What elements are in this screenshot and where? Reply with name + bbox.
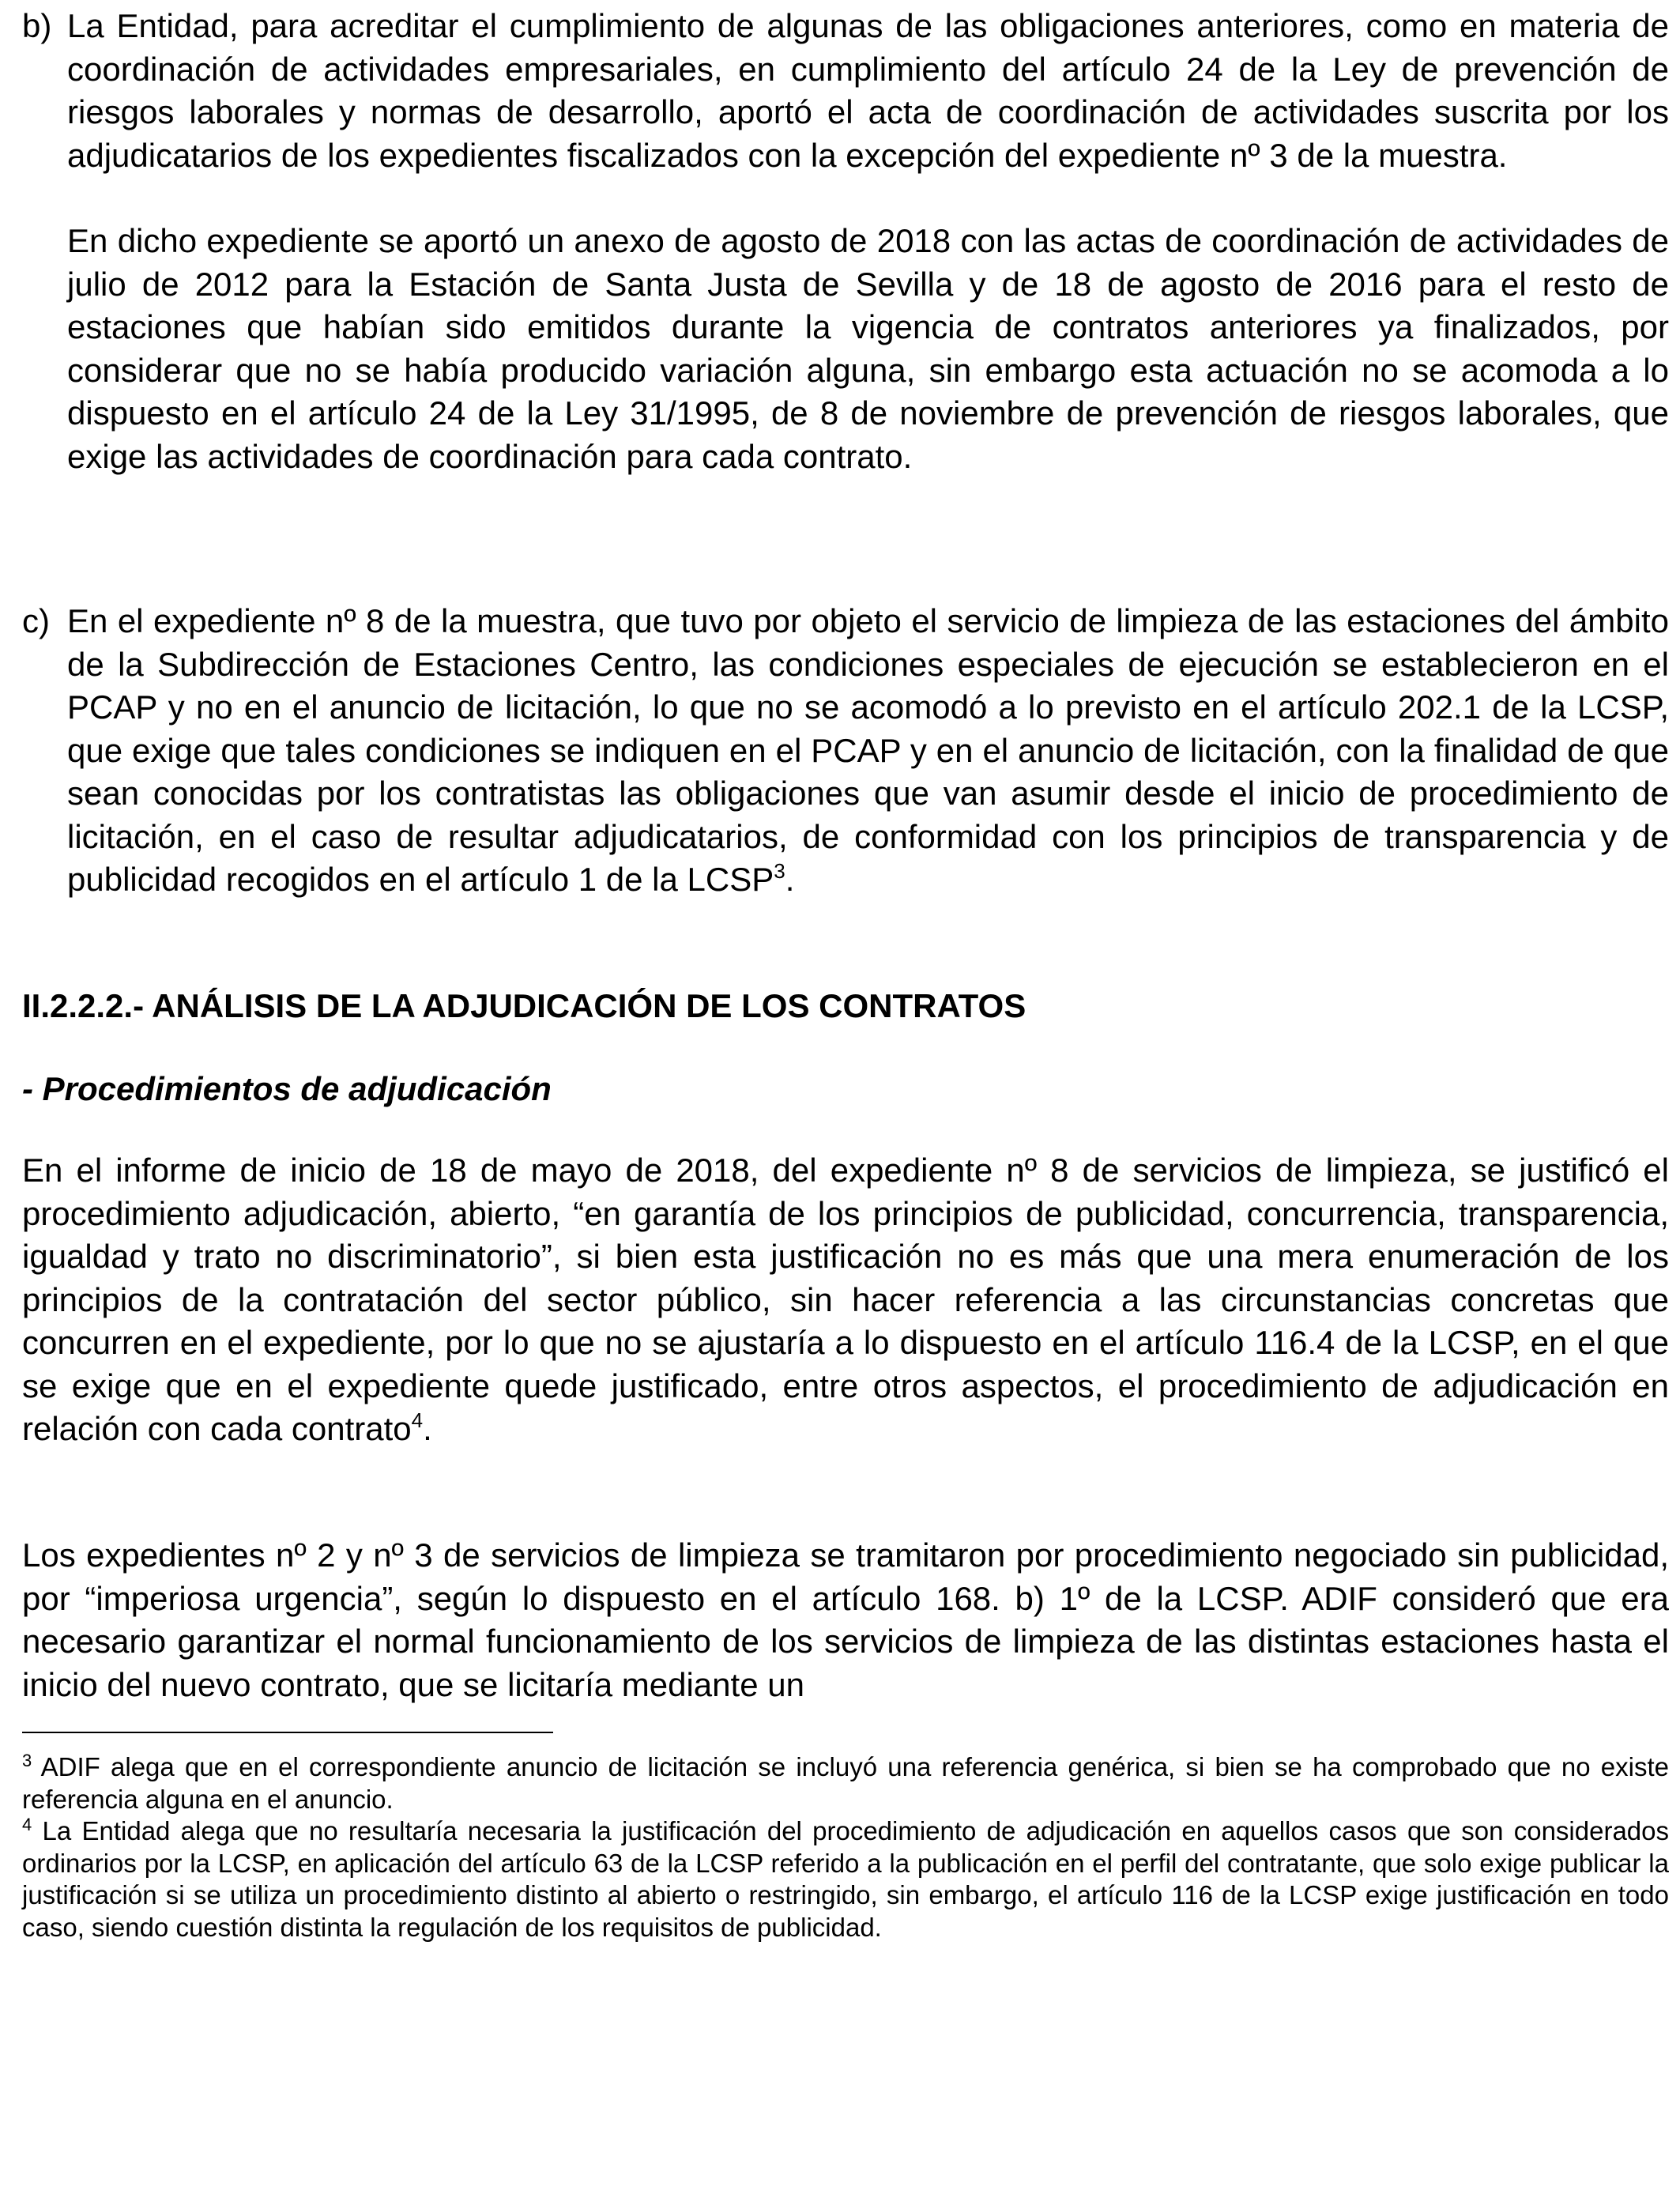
footnote-3: $^3$ ADIF alega que en el correspondiente anuncio de licitación se incluyó una referencia genérica, si bien se ha comprobado que no existe referencia alguna en el anuncio. [22,1751,1669,1814]
paragraph: En dicho expediente se aportó un anexo de agosto de 2018 con las actas de coordinación de actividades de julio de 2012 para la Estación de Santa Justa de Sevilla y de 18 de agosto de 2016 para el resto de estaciones que habían sido emitidos durante la vigencia de contratos anteriores ya finalizados, por considerar que no se había producido variación alguna, sin embargo esta actuación no se acomoda a lo dispuesto en el artículo 24 de la Ley 31/1995, de 8 de noviembre de prevención de riesgos laborales, que exige las actividades de coordinación para cada contrato. [67,222,1669,475]
footnotes [22,1751,1669,1943]
footnote-separator [22,1732,553,1733]
list-marker: c) [22,602,50,639]
list-item-c [22,600,1669,902]
paragraph: Los expedientes nº 2 y nº 3 de servicios de limpieza se tramitaron por procedimiento negociado sin publicidad, por “imperiosa urgencia”, según lo dispuesto en el artículo 168. b) 1º de la LCSP. ADIF consideró que era necesario garantizar el normal funcionamiento de los servicios de limpieza de las distintas estaciones hasta el inicio del nuevo contrato, que se licitaría mediante un [22,1536,1669,1703]
footnote-number: 3 [22,1751,32,1770]
footnote-reference: 3 [774,859,785,883]
body-paragraph-2 [22,1534,1669,1706]
footnote-number: 4 [22,1815,32,1834]
paragraph: La Entidad, para acreditar el cumplimiento de algunas de las obligaciones anteriores, como en materia de coordinación de actividades empresariales, en cumplimiento del artículo 24 de la Ley de prevención de riesgos laborales y normas de desarrollo, aportó el acta de coordinación de actividades suscrita por los adjudicatarios de los expedientes fiscalizados con la excepción del expediente nº 3 de la muestra. [67,7,1669,174]
subsection-title: - Procedimientos de adjudicación [22,1070,552,1107]
footnote-4: $^4$ La Entidad alega que no resultaría necesaria la justificación del procedimiento de adjudicación en aquellos casos que son considerados ordinarios por la LCSP, en aplicación del artículo 63 de la LCSP referido a la publicación en el perfil del contratante, que solo exige publicar la justificación si se utiliza un procedimiento distinto al abierto o restringido, sin embargo, el artículo 116 de la LCSP exige justificación en todo caso, siendo cuestión distinta la regulación de los requisitos de publicidad. [22,1815,1670,1942]
body-paragraph-1 [22,1149,1669,1451]
footnote-reference: 4 [411,1408,424,1432]
section-title: II.2.2.2.- ANÁLISIS DE LA ADJUDICACIÓN DE LOS CONTRATOS [22,987,1026,1024]
list-item-b [22,5,1669,478]
paragraph: En el expediente nº 8 de la muestra, que tuvo por objeto el servicio de limpieza de las estaciones del ámbito de la Subdirección de Estaciones Centro, las condiciones especiales de ejecución se establecieron en el PCAP y no en el anuncio de licitación, lo que no se acomodó a lo previsto en el artículo 202.1 de la LCSP, que exige que tales condiciones se indiquen en el PCAP y en el anuncio de licitación, con la finalidad de que sean conocidas por los contratistas las obligaciones que van asumir desde el inicio de procedimiento de licitación, en el caso de resultar adjudicatarios, de conformidad con los principios de transparencia y de publicidad recogidos en el artículo 1 de la LCSP$^3$. [67,602,1669,898]
paragraph: En el informe de inicio de 18 de mayo de 2018, del expediente nº 8 de servicios de limpieza, se justificó el procedimiento adjudicación, abierto, “en garantía de los principios de publicidad, concurrencia, transparencia, igualdad y trato no discriminatorio”, si bien esta justificación no es más que una mera enumeración de los principios de la contratación del sector público, sin hacer referencia a las circunstancias concretas que concurren en el expediente, por lo que no se ajustaría a lo dispuesto en el artículo 116.4 de la LCSP, en el que se exige que en el expediente quede justificado, entre otros aspectos, el procedimiento de adjudicación en relación con cada contrato$^4$. [22,1152,1669,1447]
section-heading [22,985,1669,1027]
list-marker: b) [22,7,52,44]
subsection-heading [22,1068,1669,1110]
